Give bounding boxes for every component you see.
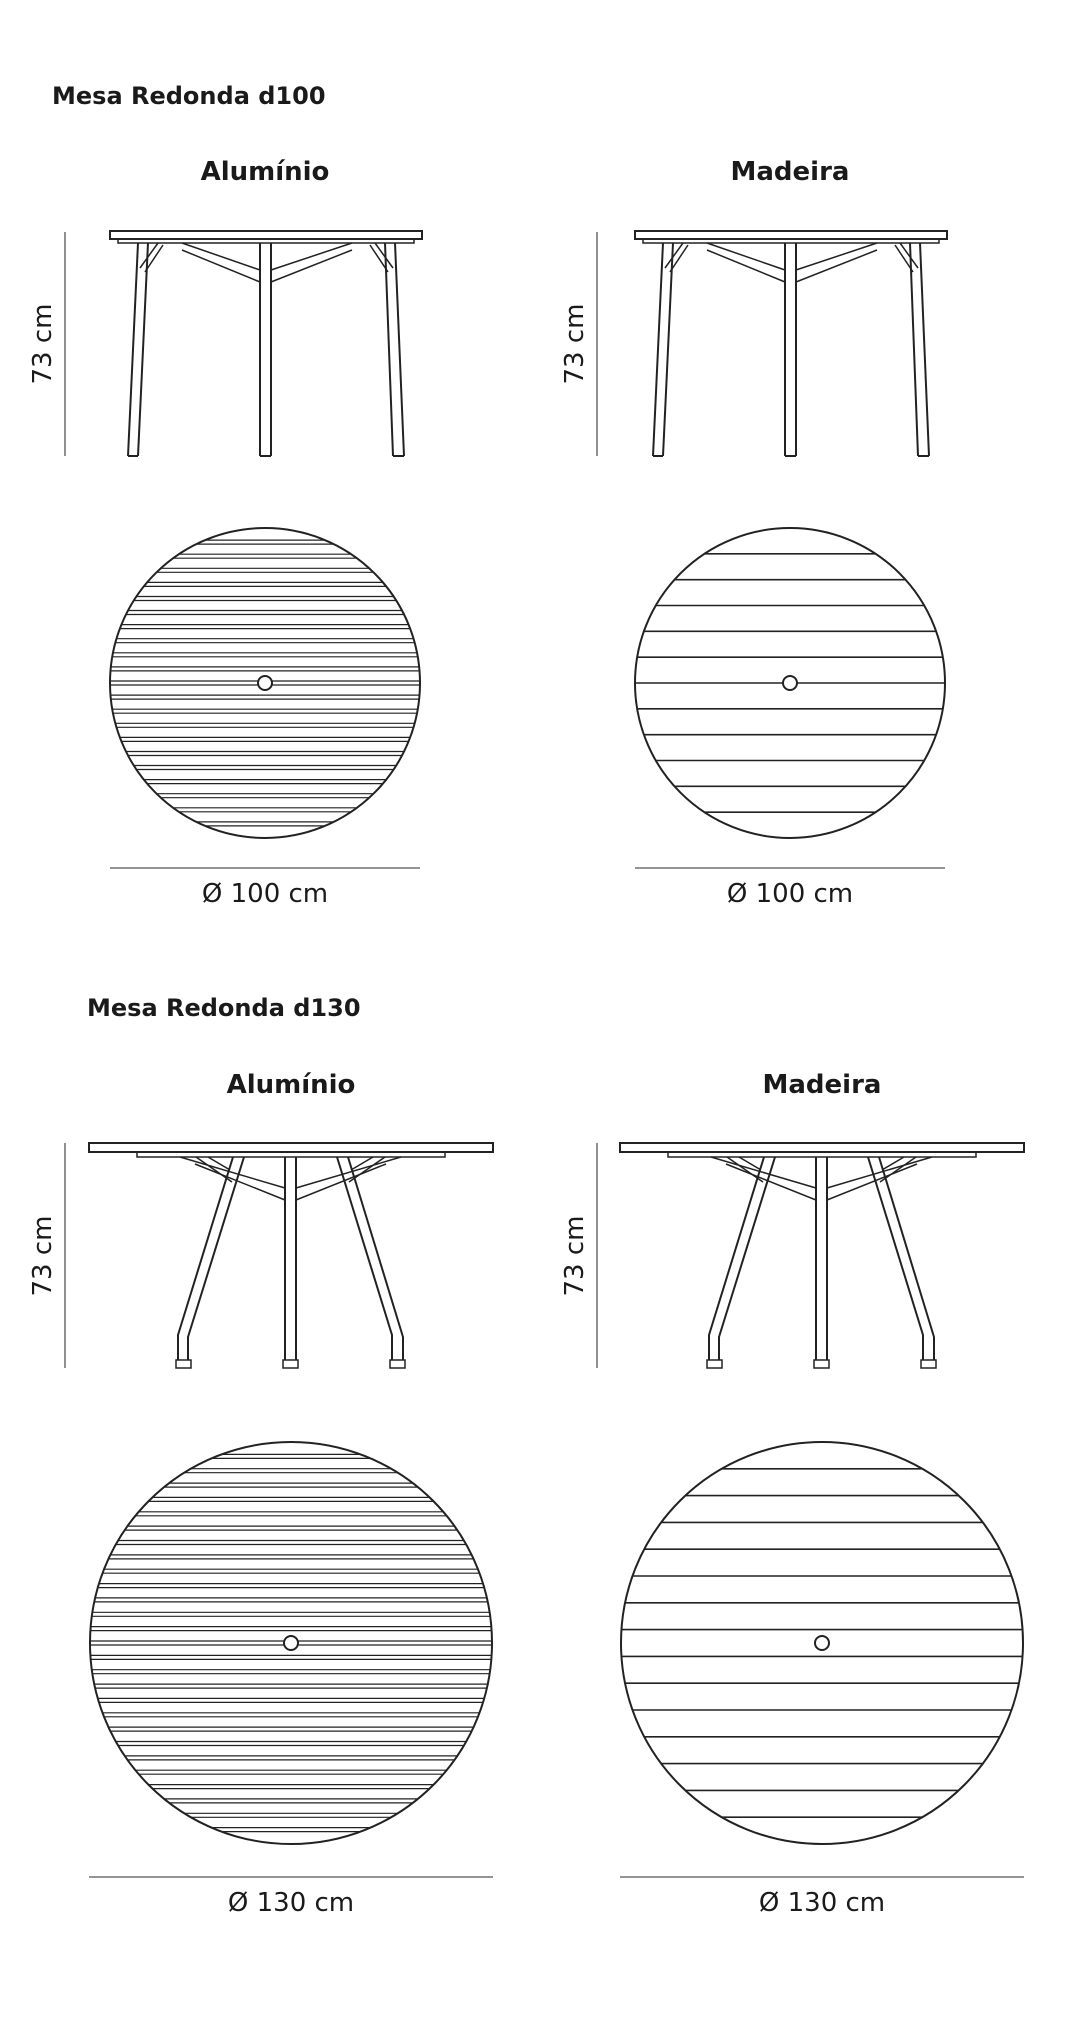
plan-view-madeira-d130 [621,1442,1023,1844]
plan-view-aluminio-d100 [110,528,420,838]
parasol-hole [258,676,272,690]
height-label-aluminio-d100: 73 cm [28,303,58,385]
column-title-madeira-d130: Madeira [762,1070,882,1100]
plan-view-aluminio-d130 [90,1442,492,1844]
diameter-label-aluminio-d130: Ø 130 cm [227,1888,355,1918]
height-label-aluminio-d130: 73 cm [28,1215,58,1297]
parasol-hole [284,1636,298,1650]
diameter-label-madeira-d130: Ø 130 cm [758,1888,886,1918]
side-elevation-aluminio-d100 [110,231,422,456]
column-title-aluminio-d100: Alumínio [200,157,330,187]
side-elevation-madeira-d100 [635,231,947,456]
diameter-label-madeira-d100: Ø 100 cm [726,879,854,909]
height-label-madeira-d130: 73 cm [560,1215,590,1297]
height-label-madeira-d100: 73 cm [560,303,590,385]
column-title-madeira-d100: Madeira [730,157,850,187]
plan-view-madeira-d100 [635,528,945,838]
section-title-d100: Mesa Redonda d100 [52,82,326,110]
diameter-label-aluminio-d100: Ø 100 cm [201,879,329,909]
parasol-hole [783,676,797,690]
side-elevation-madeira-d130 [620,1143,1024,1368]
section-title-d130: Mesa Redonda d130 [87,994,361,1022]
parasol-hole [815,1636,829,1650]
side-elevation-aluminio-d130 [89,1143,493,1368]
column-title-aluminio-d130: Alumínio [226,1070,356,1100]
